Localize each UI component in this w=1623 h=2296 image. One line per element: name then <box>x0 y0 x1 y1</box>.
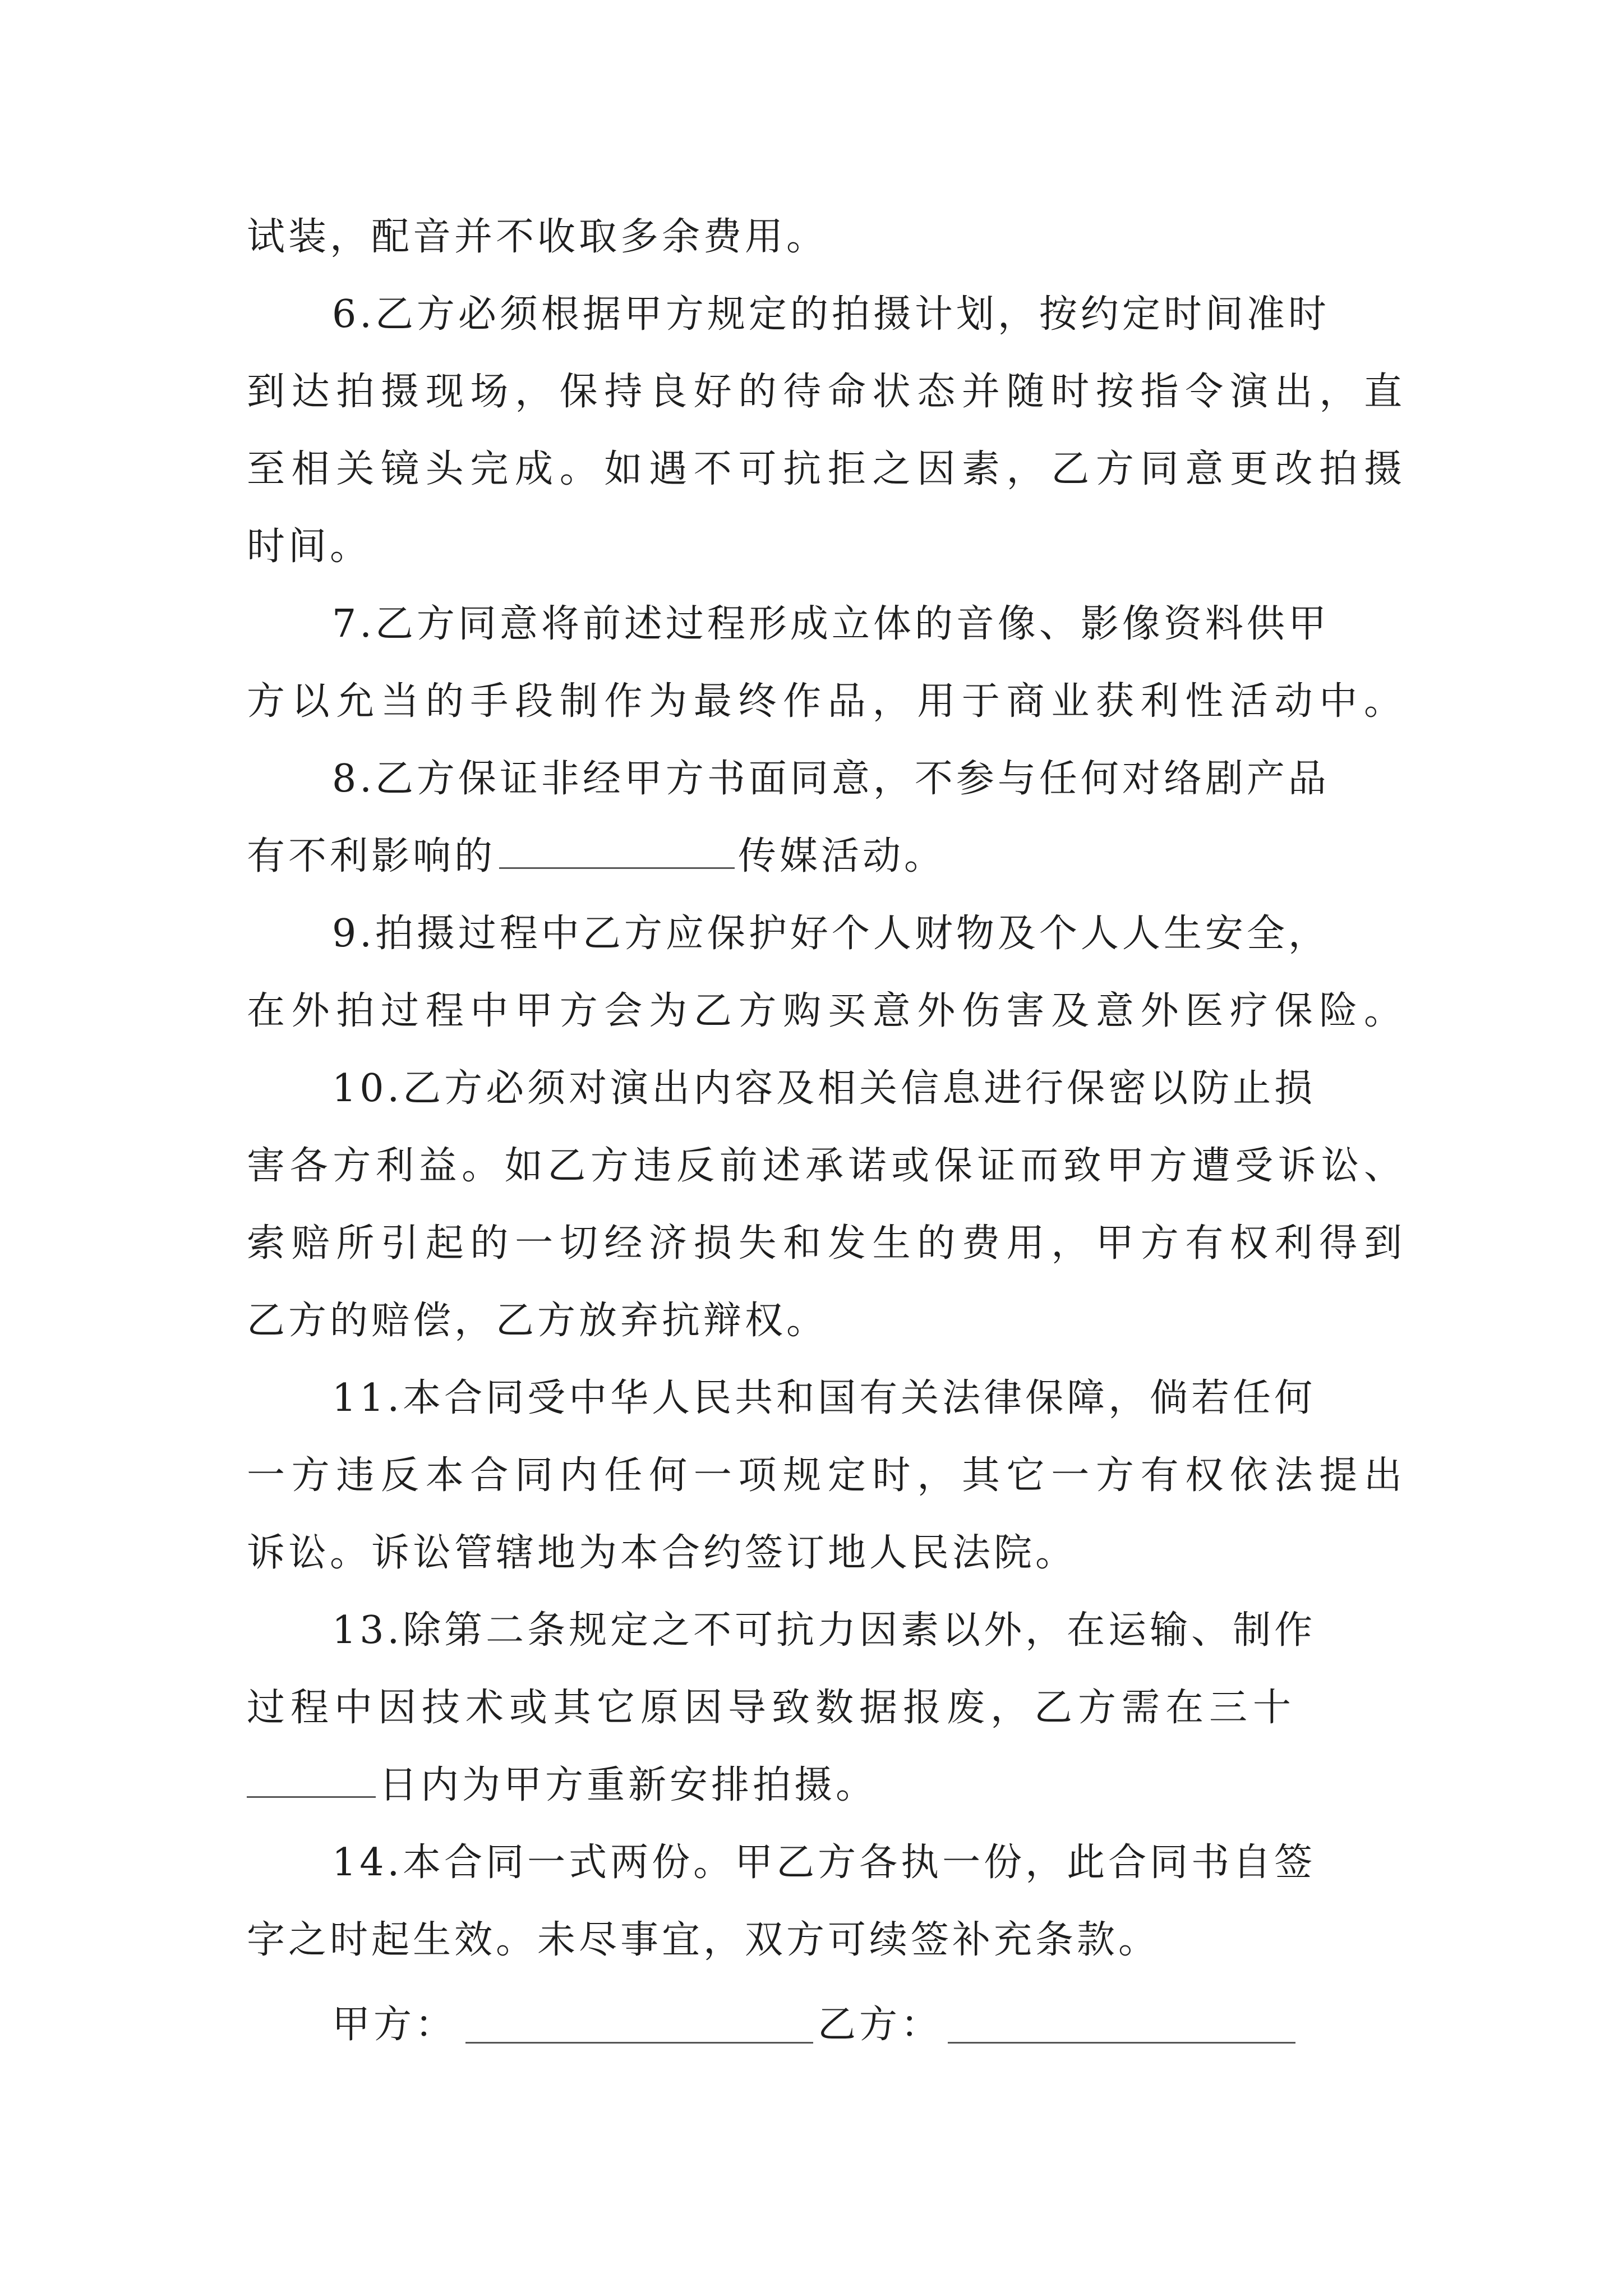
text-segment: 传媒活动。 <box>738 834 946 878</box>
text-line: 13.除第二条规定之不可抗力因素以外，在运输、制作 <box>332 1608 1316 1653</box>
text-segment: 日内为甲方重新安排拍摄。 <box>379 1763 878 1807</box>
text-line: 10.乙方必须对演出内容及相关信息进行保密以防止损 <box>332 1066 1316 1111</box>
text-line: 9.拍摄过程中乙方应保护好个人财物及个人人生安全， <box>332 912 1330 956</box>
fill-in-blank[interactable] <box>499 834 735 869</box>
text-line: 14.本合同一式两份。甲乙方各执一份，此合同书自签 <box>332 1841 1316 1885</box>
text-line: 7.乙方同意将前述过程形成立体的音像、影像资料供甲 <box>332 602 1330 646</box>
text-line: 至相关镜头完成。如遇不可抗拒之因素，乙方同意更改拍摄 <box>247 447 1402 491</box>
text-line: 时间。 <box>247 524 372 569</box>
text-line: 到达拍摄现场，保持良好的待命状态并随时按指令演出，直 <box>247 370 1402 414</box>
text-line: 字之时起生效。未尽事宜，双方可续签补充条款。 <box>247 1918 1160 1962</box>
text-line: 11.本合同受中华人民共和国有关法律保障，倘若任何 <box>332 1376 1316 1420</box>
text-line: 6.乙方必须根据甲方规定的拍摄计划，按约定时间准时 <box>332 292 1330 337</box>
party-b-signature-field[interactable] <box>948 2008 1295 2044</box>
fill-in-blank[interactable] <box>247 1763 376 1798</box>
text-line: 诉讼。诉讼管辖地为本合约签订地人民法院。 <box>247 1531 1077 1575</box>
clause-13-line-3 <box>247 1760 1402 1811</box>
party-a-signature-field[interactable] <box>465 2008 813 2044</box>
text-line: 乙方的赔偿，乙方放弃抗辩权。 <box>247 1299 828 1343</box>
text-line: 在外拍过程中甲方会为乙方购买意外伤害及意外医疗保险。 <box>247 989 1402 1033</box>
text-line: 8.乙方保证非经甲方书面同意，不参与任何对络剧产品 <box>332 757 1330 801</box>
text-line: 害各方利益。如乙方违反前述承诺或保证而致甲方遭受诉讼、 <box>247 1144 1402 1188</box>
text-line: 方以允当的手段制作为最终作品，用于商业获利性活动中。 <box>247 679 1402 724</box>
party-b-label: 乙方： <box>818 2003 943 2047</box>
text-line: 过程中因技术或其它原因导致数据报废，乙方需在三十 <box>247 1686 1297 1730</box>
party-a-label: 甲方： <box>332 2003 457 2047</box>
text-segment: 有不利影响的 <box>247 834 496 878</box>
clause-8-line-2 <box>247 831 1402 882</box>
text-line: 一方违反本合同内任何一项规定时，其它一方有权依法提出 <box>247 1453 1402 1498</box>
text-line: 试装，配音并不收取多余费用。 <box>247 215 828 259</box>
text-line: 索赔所引起的一切经济损失和发生的费用，甲方有权利得到 <box>247 1221 1402 1266</box>
